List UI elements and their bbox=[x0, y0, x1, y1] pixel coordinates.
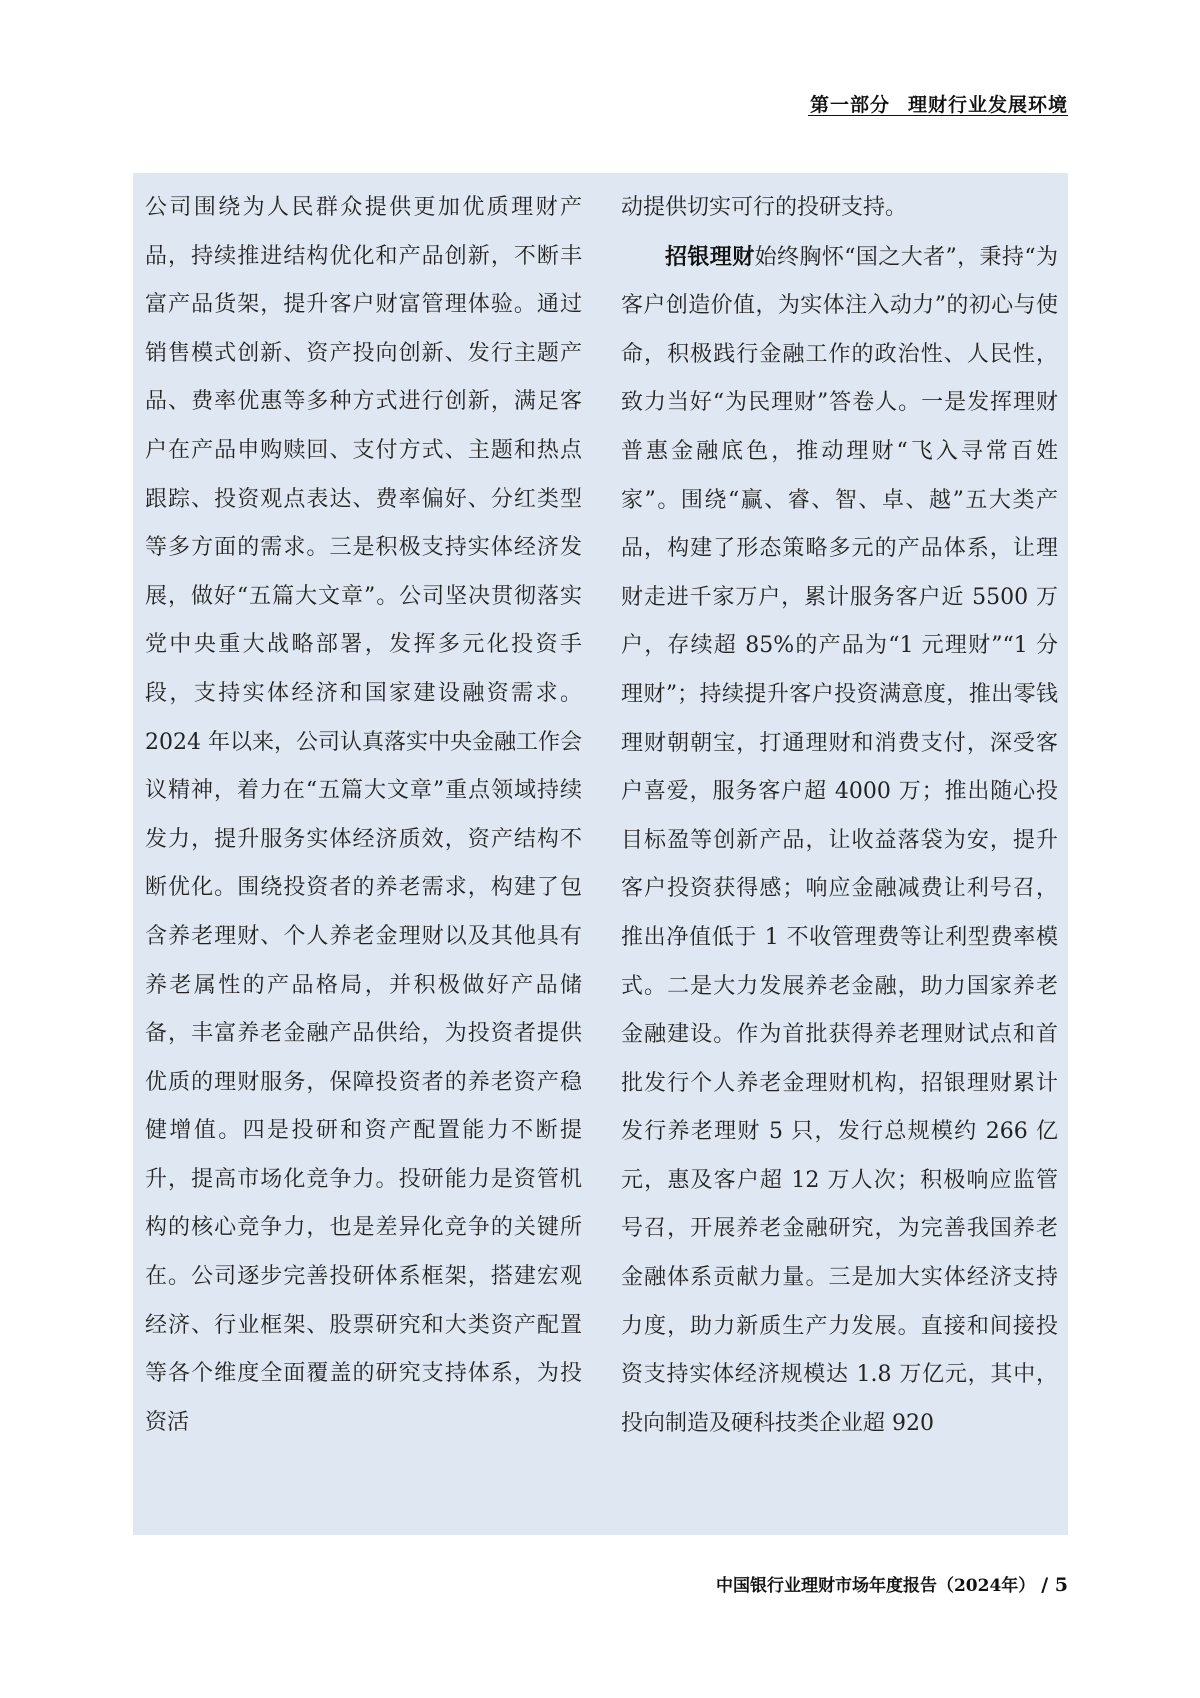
paragraph-text: 始终胸怀“国之大者”，秉持“为客户创造价值，为实体注入动力”的初心与使命，积极践行金融工作的政治性、人民性，致力当好“为民理财”答卷人。一是发挥理财普惠金融底色，推动理财“飞入寻常百姓家”。围绕“赢、睿、智、卓、越”五大类产品，构建了形态策略多元的产品体系，让理财走进千家万户，累计服务客户近 5500 万户，存续超 85%的产品为“1 元理财”“1 分理财”；持续提升客户投资满意度，推出零钱理财朝朝宝，打通理财和消费支付，深受客户喜爱，服务客户超 4000 万；推出随心投目标盈等创新产品，让收益落袋为安，提升客户投资获得感；响应金融减费让利号召，推出净值低于 1 不收管理费等让利型费率模式。二是大力发展养老金融，助力国家养老金融建设。作为首批获得养老理财试点和首批发行个人养老金理财机构，招银理财累计发行养老理财 5 只，发行总规模约 266 亿元，惠及客户超 12 万人次；积极响应监管号召，开展养老金融研究，为完善我国养老金融体系贡献力量。三是加大实体经济支持力度，助力新质生产力发展。直接和间接投资支持实体经济规模达 1.8 万亿元，其中，投向制造及硬科技类企业超 920 bbox=[621, 244, 1058, 1436]
right-column-continued: 动提供切实可行的投研支持。 bbox=[621, 195, 908, 220]
left-column bbox=[145, 184, 582, 1447]
running-header bbox=[810, 90, 1068, 117]
left-column-text: 公司围绕为人民群众提供更加优质理财产品，持续推进结构优化和产品创新，不断丰富产品货架，提升客户财富管理体验。通过销售模式创新、资产投向创新、发行主题产品、费率优惠等多种方式进行创新，满足客户在产品申购赎回、支付方式、主题和热点跟踪、投资观点表达、费率偏好、分红类型等多方面的需求。三是积极支持实体经济发展，做好“五篇大文章”。公司坚决贯彻落实党中央重大战略部署，发挥多元化投资手段，支持实体经济和国家建设融资需求。2024 年以来，公司认真落实中央金融工作会议精神，着力在“五篇大文章”重点领域持续发力，提升服务实体经济质效，资产结构不断优化。围绕投资者的养老需求，构建了包含养老理财、个人养老金理财以及其他具有养老属性的产品格局，并积极做好产品储备，丰富养老金融产品供给，为投资者提供优质的理财服务，保障投资者的养老资产稳健增值。四是投研和资产配置能力不断提升，提高市场化竞争力。投研能力是资管机构的核心竞争力，也是差异化竞争的关键所在。公司逐步完善投研体系框架，搭建宏观经济、行业框架、股票研究和大类资产配置等各个维度全面覆盖的研究支持体系，为投资活 bbox=[145, 195, 582, 1435]
right-column bbox=[621, 184, 1058, 1448]
page-number: / 5 bbox=[1041, 1574, 1068, 1596]
part-label: 第一部分 bbox=[809, 94, 890, 116]
running-footer bbox=[716, 1571, 1068, 1596]
header-rule bbox=[808, 115, 1068, 116]
report-title: 中国银行业理财市场年度报告（2024年） bbox=[715, 1576, 1036, 1596]
company-name: 招银理财 bbox=[665, 243, 755, 270]
section-title: 理财行业发展环境 bbox=[907, 94, 1068, 116]
right-column-paragraph bbox=[621, 233, 1058, 1449]
